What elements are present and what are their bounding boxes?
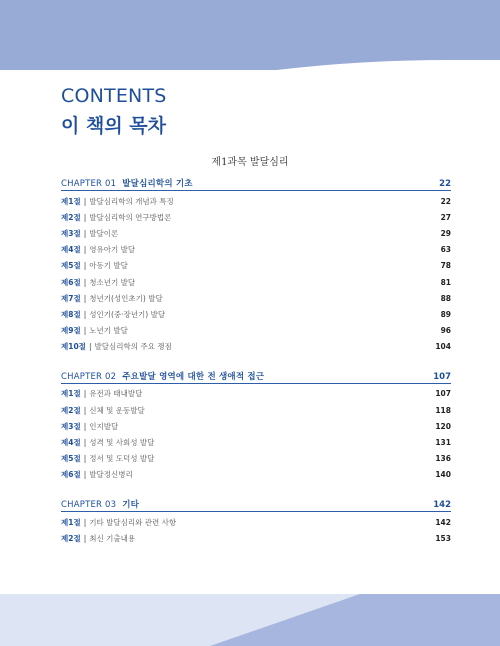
table-of-contents (61, 174, 451, 546)
section-number: 제1절 (61, 196, 81, 206)
toc-entry[interactable] (61, 339, 451, 355)
toc-entry[interactable] (61, 193, 451, 209)
footer-band (0, 594, 500, 646)
section-page: 107 (435, 389, 451, 399)
toc-entry[interactable] (61, 514, 451, 530)
toc-entry[interactable] (61, 242, 451, 258)
chapter-gap (61, 483, 451, 495)
section-title: 유전과 태내발달 (89, 389, 143, 399)
toc-entry[interactable] (61, 386, 451, 402)
separator: | (83, 326, 87, 336)
section-list (61, 512, 451, 546)
toc-entry[interactable] (61, 418, 451, 434)
toc-entry[interactable] (61, 434, 451, 450)
toc-entry[interactable] (61, 323, 451, 339)
section-title: 발달심리학의 개념과 특징 (89, 196, 174, 206)
section-number: 제1절 (61, 517, 81, 527)
toc-entry[interactable] (61, 402, 451, 418)
section-number: 제7절 (61, 293, 81, 303)
section-page: 140 (435, 470, 451, 480)
section-number: 제3절 (61, 421, 81, 431)
toc-entry[interactable] (61, 274, 451, 290)
separator: | (83, 389, 87, 399)
section-number: 제2절 (61, 405, 81, 415)
section-title: 발달심리학의 주요 쟁점 (94, 342, 172, 352)
toc-entry-label (61, 212, 171, 223)
toc-entry-label (61, 437, 154, 448)
section-number: 제6절 (61, 470, 81, 480)
chapter-heading[interactable] (61, 174, 451, 191)
toc-entry[interactable] (61, 225, 451, 241)
chapter-heading[interactable] (61, 367, 451, 384)
section-page: 131 (435, 438, 451, 448)
toc-entry-label (61, 341, 172, 352)
section-title: 영유아기 발달 (89, 245, 136, 255)
separator: | (83, 293, 87, 303)
section-number: 제2절 (61, 533, 81, 543)
toc-entry[interactable] (61, 258, 451, 274)
section-title: 발달이론 (89, 228, 119, 238)
section-page: 22 (440, 196, 451, 206)
chapter-label (61, 370, 264, 382)
chapter-heading[interactable] (61, 495, 451, 512)
separator: | (83, 212, 87, 222)
section-page: 96 (440, 326, 451, 336)
chapter-name: 발달심리학의 기초 (122, 179, 193, 189)
section-page: 136 (435, 454, 451, 464)
chapter-label (61, 177, 193, 189)
toc-entry-label (61, 228, 118, 239)
section-number: 제6절 (61, 277, 81, 287)
toc-entry[interactable] (61, 530, 451, 546)
section-number: 제4절 (61, 245, 81, 255)
separator: | (83, 470, 87, 480)
chapter-name: 주요발달 영역에 대한 전 생애적 접근 (122, 371, 265, 382)
section-number: 제2절 (61, 212, 81, 222)
toc-entry[interactable] (61, 209, 451, 225)
section-page: 120 (435, 421, 451, 431)
toc-entry-label (61, 388, 142, 399)
section-page: 104 (435, 342, 451, 352)
page-title-ko: 이 책의 목차 (61, 115, 166, 137)
separator: | (83, 533, 87, 543)
chapter-page: 107 (433, 371, 451, 382)
section-number: 제8절 (61, 309, 81, 319)
section-page: 118 (435, 405, 451, 415)
section-title: 노년기 발달 (89, 326, 128, 336)
separator: | (83, 245, 87, 255)
section-title: 정서 및 도덕성 발달 (89, 454, 155, 464)
section-title: 인지발달 (89, 421, 119, 431)
toc-entry-label (61, 277, 135, 288)
toc-entry-label (61, 260, 128, 271)
page-title-en: CONTENTS (61, 85, 167, 107)
section-page: 27 (440, 212, 451, 222)
section-page: 81 (440, 277, 451, 287)
section-number: 제10절 (61, 342, 86, 352)
toc-entry[interactable] (61, 451, 451, 467)
section-number: 제3절 (61, 228, 81, 238)
section-number: 제9절 (61, 326, 81, 336)
chapter-gap (61, 355, 451, 367)
toc-entry-label (61, 453, 154, 464)
chapter-page: 142 (433, 500, 451, 510)
section-title: 성인기(중·장년기) 발달 (89, 309, 166, 319)
toc-entry-label (61, 309, 165, 320)
toc-entry-label (61, 405, 145, 416)
section-title: 성격 및 사회성 발달 (89, 438, 155, 448)
toc-entry[interactable] (61, 290, 451, 306)
separator: | (83, 228, 87, 238)
toc-entry-label (61, 421, 118, 432)
separator: | (83, 196, 87, 206)
section-page: 89 (440, 309, 451, 319)
separator: | (83, 309, 87, 319)
section-page: 29 (440, 228, 451, 238)
section-page: 153 (435, 533, 451, 543)
toc-entry-label (61, 469, 133, 480)
toc-entry-label (61, 196, 174, 207)
section-page: 142 (435, 517, 451, 527)
section-title: 신체 및 운동발달 (89, 405, 145, 415)
separator: | (83, 454, 87, 464)
section-title: 발달심리학의 연구방법론 (89, 212, 172, 222)
section-number: 제4절 (61, 438, 81, 448)
toc-entry-label (61, 517, 176, 528)
section-page: 78 (440, 261, 451, 271)
separator: | (83, 438, 87, 448)
separator: | (83, 517, 87, 527)
separator: | (88, 342, 92, 352)
separator: | (83, 261, 87, 271)
section-title: 아동기 발달 (89, 261, 128, 271)
section-title: 기타 발달심리와 관련 사항 (89, 517, 177, 527)
separator: | (83, 277, 87, 287)
separator: | (83, 405, 87, 415)
toc-entry-label (61, 244, 135, 255)
chapter-name: 기타 (122, 500, 140, 510)
chapter-number: CHAPTER 03 (61, 500, 117, 510)
section-title: 청소년기 발달 (89, 277, 136, 287)
toc-entry-label (61, 293, 163, 304)
toc-entry-label (61, 325, 128, 336)
chapter-number: CHAPTER 02 (61, 371, 117, 382)
section-title: 최신 기출내용 (89, 533, 136, 543)
section-number: 제5절 (61, 261, 81, 271)
section-page: 88 (440, 293, 451, 303)
toc-entry[interactable] (61, 306, 451, 322)
section-number: 제5절 (61, 454, 81, 464)
chapter-label (61, 498, 139, 510)
section-page: 63 (440, 245, 451, 255)
section-list (61, 191, 451, 355)
section-list (61, 384, 451, 483)
chapter-number: CHAPTER 01 (61, 179, 117, 189)
separator: | (83, 421, 87, 431)
toc-entry[interactable] (61, 467, 451, 483)
section-title: 청년기(성인초기) 발달 (89, 293, 163, 303)
section-number: 제1절 (61, 389, 81, 399)
chapter-page: 22 (439, 179, 451, 189)
toc-entry-label (61, 533, 135, 544)
section-title: 발달정신병리 (89, 470, 133, 480)
part-title: 제1과목 발달심리 (211, 157, 289, 168)
